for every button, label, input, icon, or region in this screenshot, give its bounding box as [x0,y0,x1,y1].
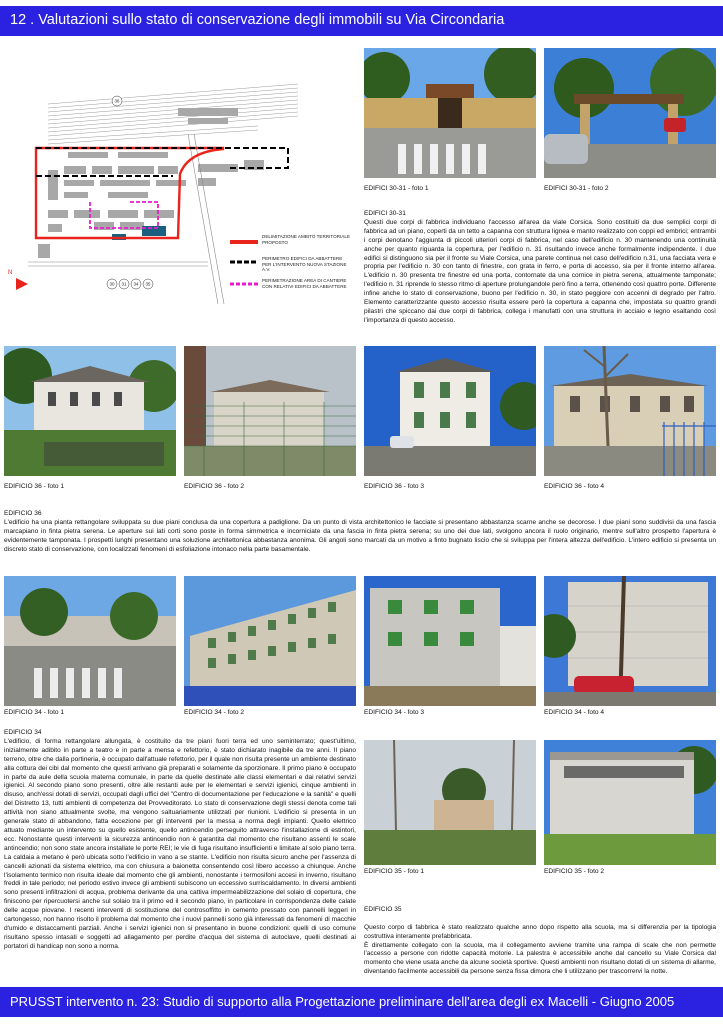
page-title: 12 . Valutazioni sullo stato di conservazione degli immobili su Via Circondaria [10,12,505,28]
section-title-edificio-34: EDIFICIO 34 [4,729,42,736]
header-band [0,6,723,36]
caption-edificio-36-1: EDIFICIO 36 - foto 1 [4,483,65,490]
map-label-31: 31 [121,281,127,287]
photo-edificio-34-1 [4,576,176,706]
legend-swatch-red [230,240,258,244]
caption-edificio-34-4: EDIFICIO 34 - foto 4 [544,709,605,716]
photo-edificio-36-2 [184,346,356,476]
caption-edificio-34-1: EDIFICIO 34 - foto 1 [4,709,65,716]
footer-band [0,987,723,1017]
section-body-edificio-34: L'edificio, di forma rettangolare allungata, è costituito da tre piani fuori terra ed uno seminterrato; quest'ultimo, inizialmente adibito in parte a teatro e in parte a mensa e refettorio, è stato dichiarato inagibile da tre anni. Il piano terreno, oltre che dalla portineria, è occupato dall'attuale refettorio, per il quale non risulta presente un ambiente destinato alla cottura dei cibi dal momento che questi arrivano già preparati e solamente da sporzionare. Il primo piano è occupato in parte da aule della scuola materna comunale, in parte da quelle destinate alle classi elementari e dai relativi servizi igienici. Al secondo piano sono presenti, oltre alle restanti aule per le elementari e servizi igienici, cinque ambienti in disuso, anch'essi dotati di servizi, occupati dagli uffici del "Centro di documentazione per l'educazione e la sanità" e quelli del Distretto 13, tutti ambienti di competenza del Provveditorato. Lo stato di conservazione degli stessi denota come tali attività non siano attualmente svolte, ma vengono saltuariamente utilizzati per riunioni. L'edificio si presenta in un generale stato di abbandono, fatta eccezione per gli interventi per la messa a norma degli impianti. Quello elettrico attuato mediante un intervento su quello esistente, quello antincendio perseguito attraverso l'installazione di estintori, ecc. Nonostante questi interventi la sicurezza antincendio non è garantita dal momento che risultano assenti le scale antincendio; non sono state ancora installate le porte REI; le vie di fuga risultano insufficienti e limitate al solo piano terra. La caldaia a metano è però ubicata sotto l'edificio in vano a se stante. L'edificio non risulta sicuro anche per l'assenza di cancelli azionati da sistema elettrico, ma con chiusura a baionetta consentendo così libero accesso a chiunque. Anche l'isolamento termico non risulta ideale dal momento che gli ambienti, nonostante i termosifoni accesi in inverno, risultano freddi in tale periodo; nel periodo estivo invece gli ambienti subiscono un eccessivo surriscaldamento. In diversi ambienti sono presenti infiltrazioni di acqua, problema derivante da una cattiva impermeabilizzazione del solaio di copertura, che finiscono per ripercuotersi anche sul solaio tra il primo ed il secondo piano, in particolare in corrispondenza delle calate delle acque piovane. I recenti interventi di sostituzione del controsoffitto in cemento pressato con pannelli leggeri in cartongesso, non hanno risolto il problema dal momento che i nuovi pannelli sono già interessati da fenomeni di macchie d'umido e distaccamenti parziali. Anche i servizi igienici non si presentano in buone condizioni: quelli di uso comune risultano spesso intasati e soggetti ad allagamento per perdite d'acqua del sistema di autoclave, quelli destinati ai portatori di handicap non sono a norma. [4,737,356,950]
caption-edificio-34-3: EDIFICIO 34 - foto 3 [364,709,425,716]
section-body-edificio-36: L'edificio ha una pianta rettangolare sviluppata su due piani conclusa da una copertura a padiglione. Da un punto di vista architettonico le facciate si presentano abbastanza scarne anche se decorose. I due piani sono suddivisi da una fascia marcapiano in finta pietra serena. Le aperture sui lati corti sono poste in forma simmetrica e incorniciate da una fascia in finta pietra serena; su uno dei due lati, svolgono ancora il ruolo originario, mentre sull'altro prospetto l'apertura è evidentemente tamponata. I prospetti lunghi presentano una soluzione architettonica abbastanza anonima. Gli angoli sono marcati da un motivo a finto bugnato liscio che si sviluppa per l'intera altezza dell'edificio. L'intero edificio si presenta un discreto stato di conservazione, con localizzati fenomeni di esfoliazione intonaco nella parte basamentale. [4,518,716,553]
site-plan-map [8,74,353,304]
photo-edificio-36-3 [364,346,536,476]
caption-edificio-34-2: EDIFICIO 34 - foto 2 [184,709,245,716]
caption-edificio-35-2: EDIFICIO 35 - foto 2 [544,868,605,875]
photo-edificio-36-1 [4,346,176,476]
legend-label-magenta: PERIMETRAZIONE AREA DI CANTIERE CON RELATIVI EDIFICI DA ABBATTERE [262,278,347,289]
section-title-edifici-30-31: EDIFICI 30-31 [364,210,406,217]
caption-edificio-35-1: EDIFICIO 35 - foto 1 [364,868,425,875]
section-edifici-30-31 [364,210,716,326]
caption-edificio-36-2: EDIFICIO 36 - foto 2 [184,483,245,490]
section-body-edifici-30-31: Questi due corpi di fabbrica individuano l'accesso all'area da viale Corsica. Sono costituiti da due semplici corpi di fabbrica ad un piano, coperti da un tetto a capanna con struttura lignea e manto realizzato con coppi ed embrici; entrambi i corpi denotano l'aggiunta di piccoli ulteriori corpi di fabbrica, nel caso dell'edificio n. 30 mantenendo una continuità anche per quanto riguarda la copertura, per l'edificio n. 31 risultando invece anche formalmente indipendente. I due edifici si distinguono sia per il fronte su Viale Corsica, una parete continua nel caso dell'edificio n.31, una facciata vera e propria per l'edificio n. 30 con tanto di finestre, con grata in ferro, e porta di accesso, sia per il fronte interno all'area. L'edificio n. 30 presenta tre finestre ed una porta, contornate da una cornice in pietra serena, attualmente tamponate; l'edificio n. 31 riprende lo stesso ritmo di aperture prolungandole però fino a terra, ottenendo così quattro porte. Differente infine anche lo stato di conservazione, buono per l'edificio n. 30, in stato peggiore con accenni di degrado per l'altro. Elemento caratterizzante questo accesso risulta essere però la copertura a capanna che, impostata su quattro grandi pilastri che spiccano dai due corpi di fabbrica, collega i manufatti con una struttura in acciaio e legno esaltando così l'importanza di questo accesso. [364,218,716,324]
footer-title: PRUSST intervento n. 23: Studio di supporto alla Progettazione preliminare dell'area degli ex Macelli - Giugno 2005 [10,994,675,1009]
north-label: N [8,270,13,276]
photo-edificio-34-2 [184,576,356,706]
legend-label-black: PERIMETRO EDIFICI DA ABBATTERE PER L'INTERVENTO NUOVA STAZIONE A.V. [262,256,347,273]
photo-edificio-35-1 [364,740,536,865]
caption-edificio-36-4: EDIFICIO 36 - foto 4 [544,483,605,490]
map-label-35: 35 [145,281,151,287]
photo-edificio-36-4 [544,346,716,476]
caption-edifici-30-31-2: EDIFICI 30-31 - foto 2 [544,185,609,192]
section-body-edificio-35: Questo corpo di fabbrica è stato realizzato qualche anno dopo rispetto alla scuola, ma si differenzia per la tipologia costruttiva interamente prefabbricata. È direttamente collegato con la scuola, ma il collegamento avviene tramite una rampa di scale che non permette l'accesso a persone con ridotte capacità motorie. La palestra è accessibile anche dal cancello su Viale Corsica dal momento che viene usata anche da alcune società sportive. Questi ambienti non risultano dotati di un sistema di allarme, diventando facilmente accessibili da persone senza fissa dimora che li utilizzano per trascorrervi la notte. [364,923,716,976]
photo-edificio-35-2 [544,740,716,865]
section-edificio-35 [364,897,716,986]
photo-edificio-34-4 [544,576,716,706]
caption-edifici-30-31-1: EDIFICI 30-31 - foto 1 [364,185,429,192]
photo-edifici-30-31-2 [544,48,716,178]
map-label-30: 30 [109,281,115,287]
section-edificio-36 [4,510,716,555]
map-label-34: 34 [133,281,139,287]
section-title-edificio-36: EDIFICIO 36 [4,510,42,517]
legend-label-red: DELIMITAZIONE AMBITO TERRITORIALE PROPOSTO [262,234,350,245]
section-edificio-34 [4,729,356,952]
photo-edificio-34-3 [364,576,536,706]
caption-edificio-36-3: EDIFICIO 36 - foto 3 [364,483,425,490]
section-title-edificio-35: EDIFICIO 35 [364,905,402,913]
map-label-36: 36 [114,98,120,104]
photo-edifici-30-31-1 [364,48,536,178]
